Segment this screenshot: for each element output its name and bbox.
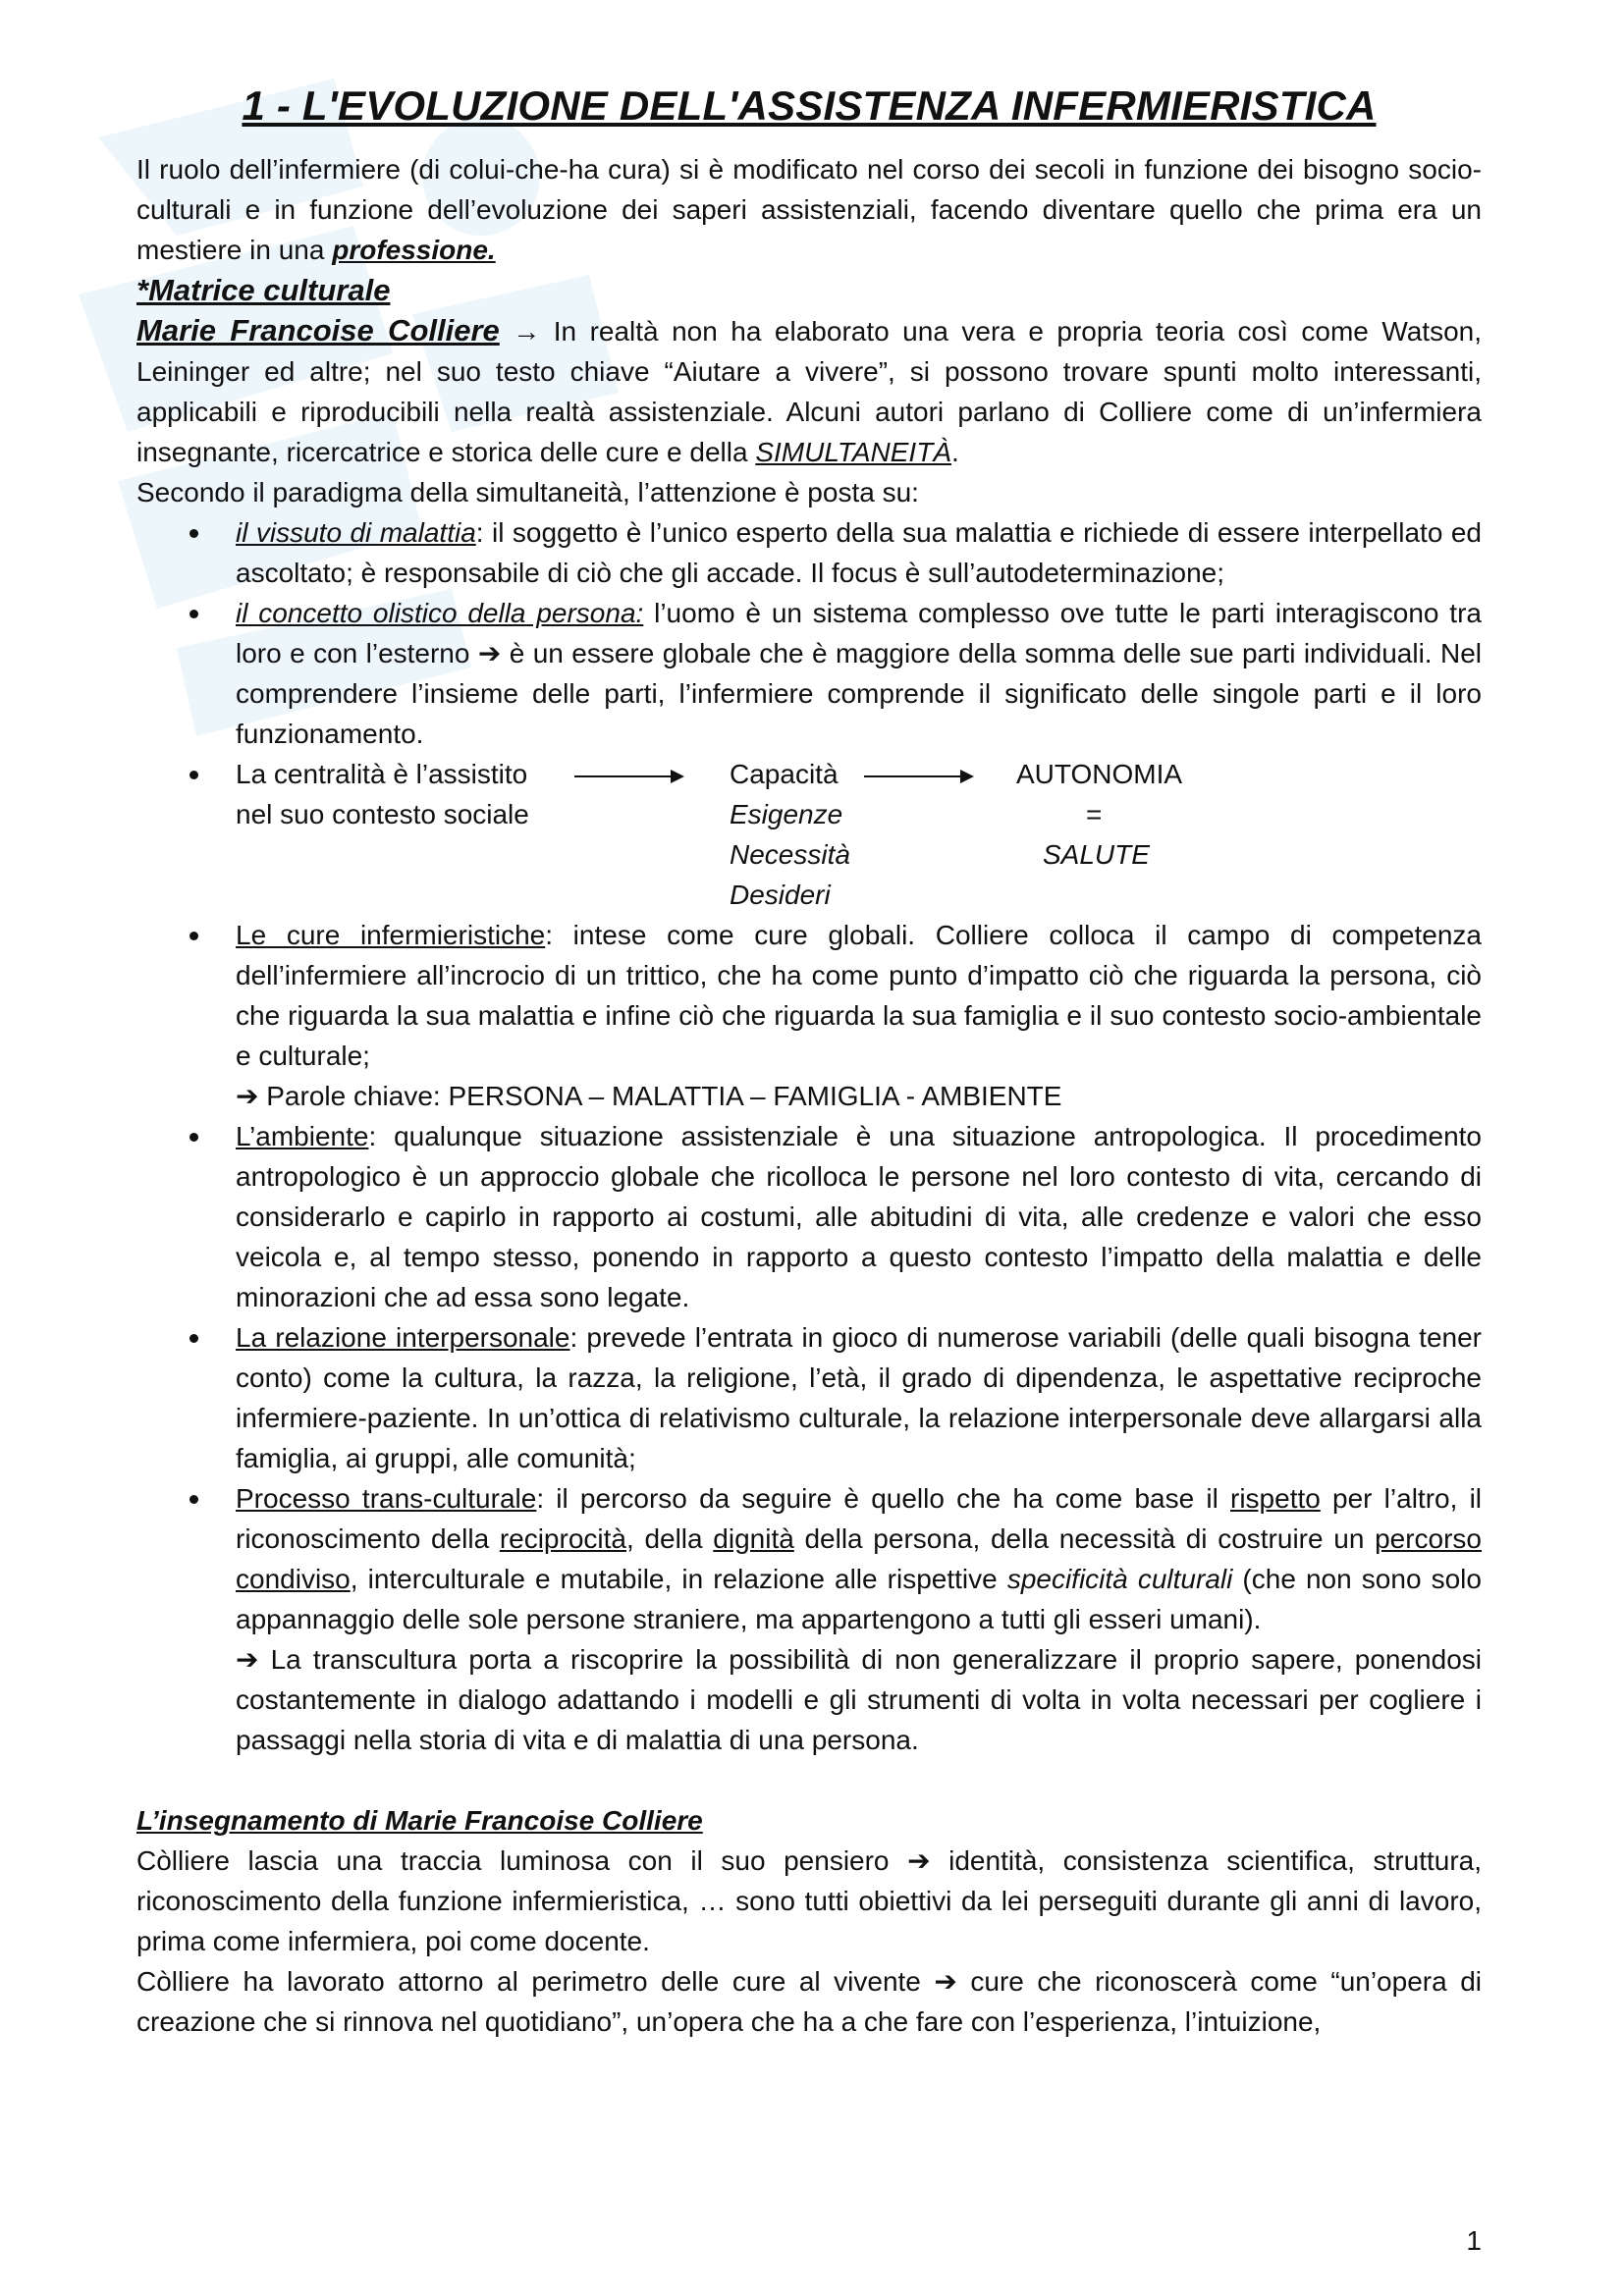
- intro-emphasis: professione.: [332, 235, 496, 265]
- diagram-capacita: Capacità: [730, 759, 839, 789]
- bullet-text: l’uomo è un sistema complesso ove tutte le parti interagiscono tra loro e con l’esterno: [236, 598, 1482, 668]
- term-reciprocita: reciprocità: [499, 1523, 626, 1554]
- term-specificita-culturali: specificità culturali: [1006, 1564, 1233, 1594]
- document-page: [136, 82, 1482, 2042]
- colliere-name: Marie Francoise Colliere: [136, 313, 500, 347]
- bullet-text: , della: [625, 1523, 714, 1554]
- bullet-icon: [189, 1133, 198, 1142]
- bullet-text: : qualunque situazione assistenziale è una situazione antropologica. Il procedimento antropologico è un approccio globale che ricolloca le persone nel loro contesto di vita, cercando di considerarlo e capirlo in rapporto ai costumi, alle abitudini di vita, alle credenze e valori che esso veicola e, al tempo stesso, ponendo in rapporto a questo contesto l’impatto della malattia e delle minorazioni che ad essa sono legate.: [236, 1121, 1482, 1312]
- attention-list: [136, 512, 1482, 1760]
- keywords-line: Parole chiave: PERSONA – MALATTIA – FAMIGLIA - AMBIENTE: [258, 1081, 1062, 1111]
- bullet-icon: [189, 1495, 198, 1504]
- bullet-icon: [189, 771, 198, 779]
- colliere-paragraph: [136, 310, 1482, 472]
- page-number: 1: [1466, 2225, 1482, 2256]
- centrality-diagram: [236, 754, 1482, 915]
- bullet-text: per l’altro, il riconoscimento della: [236, 1483, 1483, 1554]
- list-item: [136, 593, 1482, 754]
- list-item: [136, 1116, 1482, 1317]
- right-arrow-icon: ➔: [907, 1845, 931, 1876]
- term-percorso-condiviso: percorso condiviso: [236, 1523, 1482, 1594]
- arrow-line: [574, 775, 673, 777]
- bullet-icon: [189, 610, 198, 618]
- bullet-icon: [189, 529, 198, 538]
- intro-text: Il ruolo dell’infermiere (di colui-che-ha cura) si è modificato nel corso dei secoli in funzione dei bisogno socio-culturali e in funzione dell’evoluzione dei saperi assistenziali, facendo diventare quello che prima era un mestiere in una: [136, 154, 1482, 265]
- diagram-esigenze: Esigenze: [730, 799, 843, 829]
- list-item: [136, 512, 1482, 593]
- matrice-heading: [136, 270, 1482, 310]
- diagram-equals: =: [1086, 799, 1103, 829]
- intro-paragraph: [136, 149, 1482, 270]
- paradigma-line: Secondo il paradigma della simultaneità, l’attenzione è posta su:: [136, 477, 919, 507]
- bullet-label: il vissuto di malattia: [236, 517, 476, 548]
- right-arrow-icon: ➔: [477, 638, 502, 668]
- bullet-label: L’ambiente: [236, 1121, 369, 1151]
- bullet-text: : il soggetto è l’unico esperto della sua malattia e richiede di essere interpellato ed ascoltato; è responsabile di ciò che gli accade. Il focus è sull’autodeterminazione;: [236, 517, 1482, 588]
- diagram-desideri: Desideri: [730, 880, 831, 910]
- diagram-centralita: La centralità è l’assistito: [236, 759, 528, 789]
- bullet-text: : intese come cure globali. Colliere colloca il campo di competenza dell’infermiere all’incrocio di un trittico, che ha come punto d’impatto ciò che riguarda la persona, ciò che riguarda la sua malattia e infine ciò che riguarda la sua famiglia e il suo contesto socio-ambientale e culturale;: [236, 920, 1482, 1071]
- colliere-end: .: [950, 437, 959, 467]
- bullet-text: è un essere globale che è maggiore della somma delle sue parti individuali. Nel comprendere l’insieme delle parti, l’infermiere comprende il significato delle singole parti e il loro funzionamento.: [236, 638, 1483, 749]
- insegnamento-paragraph-2: [136, 1961, 1482, 2042]
- list-item: [136, 1478, 1482, 1760]
- paragraph-text: identità, consistenza scientifica, struttura, riconoscimento della funzione infermieristica, … sono tutti obiettivi da lei perseguiti durante gli anni di lavoro, prima come infermiera, poi come docente.: [136, 1845, 1483, 1956]
- list-item: [136, 915, 1482, 1116]
- arrow-right-icon: [671, 770, 684, 783]
- bullet-label: Processo trans-culturale: [236, 1483, 537, 1514]
- list-item: [136, 754, 1482, 915]
- bullet-text: , interculturale e mutabile, in relazione alle rispettive: [350, 1564, 1007, 1594]
- arrow-line: [864, 775, 962, 777]
- paragraph-text: cure che riconoscerà come “un’opera di creazione che si rinnova nel quotidiano”, un’opera che ha a che fare con l’esperienza, l’intuizione,: [136, 1966, 1482, 2037]
- bullet-label: Le cure infermieristiche: [236, 920, 546, 950]
- diagram-salute: SALUTE: [1043, 839, 1150, 870]
- paragraph-text: Còlliere lascia una traccia luminosa con il suo pensiero: [136, 1845, 908, 1876]
- bullet-text: La transcultura porta a riscoprire la possibilità di non generalizzare il proprio sapere, ponendosi costantemente in dialogo adattando i modelli e gli strumenti di volta in volta necessari per cogliere i passaggi nella storia di vita e di malattia di una persona.: [236, 1644, 1482, 1755]
- colliere-text: In realtà non ha elaborato una vera e propria teoria così come Watson, Leininger ed altre; nel suo testo chiave “Aiutare a vivere”, si possono trovare spunti molto interessanti, applicabili e riproducibili nella realtà assistenziale. Alcuni autori parlano di Colliere come di un’infermiera insegnante, ricercatrice e storica delle cure e della: [136, 316, 1482, 467]
- list-item: [136, 1317, 1482, 1478]
- right-arrow-icon: ➔: [236, 1644, 259, 1675]
- simultaneita-term: SIMULTANEITÀ: [755, 437, 951, 467]
- insegnamento-paragraph-1: [136, 1841, 1482, 1961]
- bullet-label: il concetto olistico della persona:: [236, 598, 644, 628]
- paragraph-text: Còlliere ha lavorato attorno al perimetro delle cure al vivente: [136, 1966, 935, 1997]
- matrice-heading-text: *Matrice culturale: [136, 273, 391, 307]
- bullet-text: : il percorso da seguire è quello che ha come base il: [536, 1483, 1230, 1514]
- right-arrow-icon: ➔: [236, 1081, 259, 1111]
- right-arrow-icon: ➔: [934, 1966, 957, 1997]
- bullet-text: (che non sono solo appannaggio delle sole persone straniere, ma appartengono a tutti gli esseri umani).: [236, 1564, 1482, 1634]
- right-arrow-icon: →: [513, 316, 541, 347]
- bullet-label: La relazione interpersonale: [236, 1322, 570, 1353]
- diagram-autonomia: AUTONOMIA: [1016, 759, 1183, 789]
- term-rispetto: rispetto: [1230, 1483, 1321, 1514]
- insegnamento-heading: L’insegnamento di Marie Francoise Colliere: [136, 1805, 703, 1836]
- diagram-necessita: Necessità: [730, 839, 850, 870]
- page-title: 1 - L'EVOLUZIONE DELL'ASSISTENZA INFERMIERISTICA: [242, 82, 1377, 129]
- bullet-icon: [189, 932, 198, 940]
- bullet-text: della persona, della necessità di costruire un: [793, 1523, 1376, 1554]
- term-dignita: dignità: [713, 1523, 794, 1554]
- arrow-right-icon: [960, 770, 974, 783]
- diagram-contesto: nel suo contesto sociale: [236, 799, 529, 829]
- bullet-text: : prevede l’entrata in gioco di numerose variabili (delle quali bisogna tener conto) come la cultura, la razza, la religione, l’età, il grado di dipendenza, le aspettative reciproche infermiere-paziente. In un’ottica di relativismo culturale, la relazione interpersonale deve allargarsi alla famiglia, ai gruppi, alle comunità;: [236, 1322, 1482, 1473]
- bullet-icon: [189, 1334, 198, 1343]
